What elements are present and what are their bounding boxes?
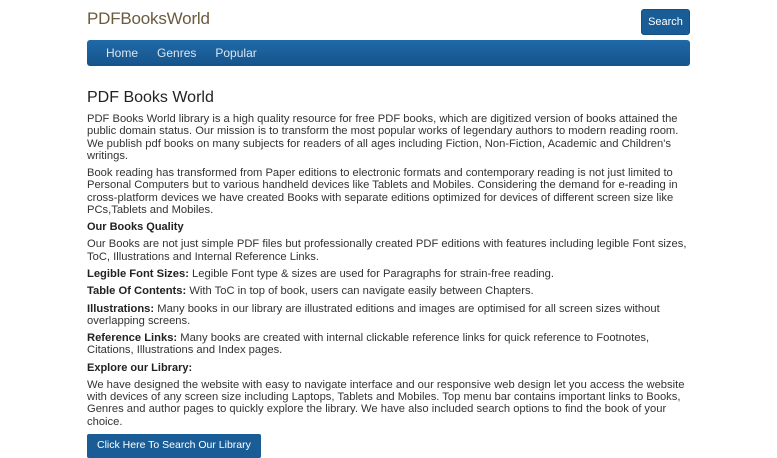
explore-paragraph: We have designed the website with easy to navigate interface and our responsive web design let you access the website with devices of any screen size including Laptops, Tablets and Mobiles. Top menu bar contains important links to Books, Genres and author pages to quickly explore the library. We have also included search options to find the book of your choice.	[87, 378, 685, 428]
reading-paragraph: Book reading has transformed from Paper editions to electronic formats and contemporary reading is not just limited to Personal Computers but to various handheld devices like Tablets and Mobiles. Considering the demand for e-reading in cross-platform devices we have created Books with separate editions optimized for devices of different screen size like PCs,Tablets and Mobiles.	[87, 167, 678, 217]
feature-label: Legible Font Sizes:	[87, 267, 189, 280]
nav-genres[interactable]: Genres	[157, 46, 197, 60]
feature-illustrations	[87, 303, 690, 328]
feature-label: Table Of Contents:	[87, 285, 187, 298]
intro-paragraph: PDF Books World library is a high quality resource for free PDF books, which are digitized version of books attained the public domain status. Our mission is to transform the most popular works of legendary authors to modern reading room. We publish pdf books on many subjects for readers of all ages including Fiction, Non-Fiction, Academic and Children's writings.	[87, 113, 679, 162]
nav-home[interactable]: Home	[106, 46, 139, 60]
explore-heading: Explore our Library:	[87, 361, 193, 374]
main-navbar	[87, 40, 690, 66]
feature-label: Reference Links:	[87, 332, 178, 345]
search-library-button[interactable]: Click Here To Search Our Library	[87, 434, 261, 458]
site-logo[interactable]: PDFBooksWorld	[87, 9, 210, 28]
feature-label: Illustrations:	[87, 302, 155, 315]
feature-text: Many books in our library are illustrated editions and images are optimised for all screen sizes without overlapping screens.	[87, 302, 660, 327]
search-button[interactable]: Search	[641, 9, 690, 35]
feature-text: With ToC in top of book, users can navigate easily between Chapters.	[186, 285, 534, 298]
main-content	[87, 89, 690, 458]
feature-toc	[87, 285, 690, 297]
quality-heading: Our Books Quality	[87, 221, 184, 234]
feature-text: Many books are created with internal clickable reference links for quick reference to Footnotes, Citations, Illustrations and Index pages.	[87, 332, 650, 357]
nav-popular[interactable]: Popular	[215, 46, 257, 60]
feature-reference-links	[87, 332, 690, 357]
feature-legible-fonts	[87, 268, 690, 280]
quality-paragraph: Our Books are not just simple PDF files but professionally created PDF editions with features including legible Font sizes, ToC, Illustrations and Internal Reference Links.	[87, 238, 687, 263]
feature-text: Legible Font type & sizes are used for Paragraphs for strain-free reading.	[188, 267, 554, 280]
page-title: PDF Books World	[87, 89, 214, 106]
